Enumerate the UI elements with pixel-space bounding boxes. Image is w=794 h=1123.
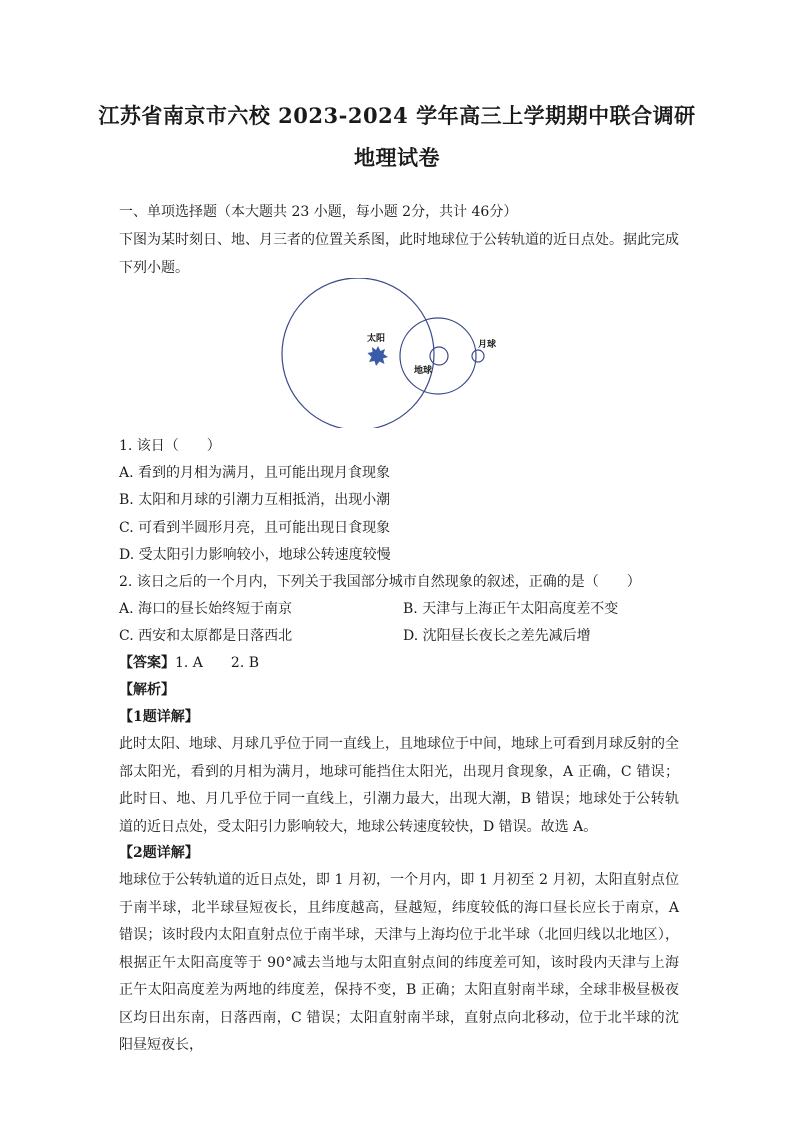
section-heading: 一、单项选择题（本大题共 23 小题，每小题 2分，共计 46分） xyxy=(119,204,518,220)
q2-detail-text: 地球位于公转轨道的近日点处，即 1 月初，一个月内，即 1 月初至 2 月初，太阳直射点位于南半球，北半球昼短夜长，且纬度越高，昼越短，纬度较低的海口昼长应长于南京，A 错误；该时段内太阳直射点位于南半球，天津与上海均位于北半球（北回归线以北地区），根据正午太阳高度等于 90°减去当地与太阳直射点间的纬度差可知，该时段内天津与上海正午太阳高度差为两地的纬度差，保持不变，B 正确；太阳直射南半球，全球非极昼极夜区均日出东南，日落西南，C 错误；太阳直射南半球，直射点向北移动，位于北半球的沈阳昼短夜长， xyxy=(119,872,679,1053)
q1-option-c: C. 可看到半圆形月亮，且可能出现日食现象 xyxy=(119,520,391,536)
q1-option-b: B. 太阳和月球的引潮力互相抵消，出现小潮 xyxy=(119,492,391,508)
q1-option-a: A. 看到的月相为满月，且可能出现月食现象 xyxy=(119,465,391,481)
earth-circle xyxy=(430,347,448,365)
q2-detail-label: 【2题详解】 xyxy=(119,845,199,861)
earth-orbit-circle xyxy=(282,278,434,428)
moon-orbit-circle xyxy=(400,318,476,394)
analysis-label: 【解析】 xyxy=(119,682,175,698)
sun-icon xyxy=(368,346,389,366)
paper-title-line2: 地理试卷 xyxy=(354,145,440,170)
answer-value: 1. A 2. B xyxy=(175,655,260,671)
q1-stem: 1. 该日（ ） xyxy=(119,438,221,454)
intro-line-2: 下列小题。 xyxy=(119,260,189,276)
q2-option-a: A. 海口的昼长始终短于南京 xyxy=(119,601,293,617)
answer-line xyxy=(119,653,259,673)
q1-detail-label: 【1题详解】 xyxy=(119,709,199,725)
sun-earth-moon-diagram xyxy=(270,278,510,428)
moon-label: 月球 xyxy=(478,340,497,350)
q2-option-b: B. 天津与上海正午太阳高度差不变 xyxy=(403,601,619,617)
q2-option-d: D. 沈阳昼长夜长之差先减后增 xyxy=(403,628,591,644)
answer-label: 【答案】 xyxy=(119,655,175,671)
q1-detail-text: 此时太阳、地球、月球几乎位于同一直线上，且地球位于中间，地球上可看到月球反射的全部太阳光，看到的月相为满月，地球可能挡住太阳光，出现月食现象，A 正确，C 错误；此时日、地、月几乎位于同一直线上，引潮力最大，出现大潮，B 错误；地球处于公转轨道的近日点处，受太阳引力影响较大，地球公转速度较快，D 错误。故选 A。 xyxy=(119,736,679,835)
intro-line-1: 下图为某时刻日、地、月三者的位置关系图，此时地球位于公转轨道的近日点处。据此完成 xyxy=(119,232,679,248)
moon-circle xyxy=(472,350,484,362)
sun-label: 太阳 xyxy=(367,334,386,344)
earth-label: 地球 xyxy=(414,366,433,376)
q2-stem: 2. 该日之后的一个月内，下列关于我国部分城市自然现象的叙述，正确的是（ ） xyxy=(119,574,641,590)
q2-option-c: C. 西安和太原都是日落西北 xyxy=(119,628,293,644)
q1-option-d: D. 受太阳引力影响较小，地球公转速度较慢 xyxy=(119,547,391,563)
paper-title-line1: 江苏省南京市六校 2023-2024 学年高三上学期期中联合调研 xyxy=(98,103,696,128)
